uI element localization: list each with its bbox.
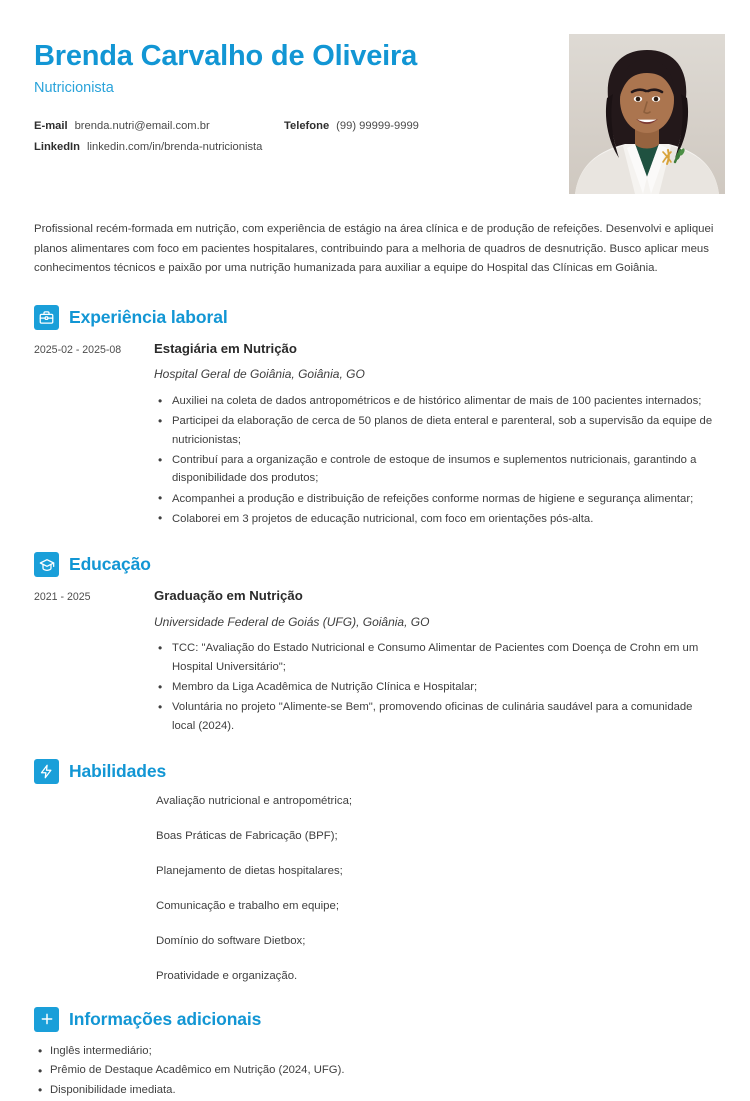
contact-row [34,141,569,153]
contact-value-linkedin[interactable]: linkedin.com/in/brenda-nutricionista [87,141,263,154]
contact-value-phone[interactable]: (99) 99999-9999 [336,120,419,133]
list-item: Proatividade e organização. [156,969,298,982]
experience-entry [34,340,716,530]
header-text-block [34,34,569,162]
graduation-cap-icon [34,552,59,577]
education-degree: Graduação em Nutrição [154,588,303,604]
list-item: Avaliação nutricional e antropométrica; [156,794,353,807]
contact-row [34,120,569,132]
education-dates: 2021 - 2025 [34,591,91,604]
section-title-skills: Habilidades [69,760,167,781]
section-header-skills [34,759,716,784]
list-item: • Participei da elaboração de cerca de 50 planos de dieta enteral e parenteral, sob a supervisão da equipe de nutricionistas; [170,412,716,449]
resume-header [0,0,750,194]
list-item: • Voluntária no projeto "Alimente-se Bem", promovendo oficinas de culinária saudável para a comunidade local (2024). [170,698,716,735]
list-item: • Acompanhei a produção e distribuição de refeições conforme normas de higiene e segurança alimentar; [170,490,716,508]
lightning-bolt-icon [34,759,59,784]
additional-information-list [34,1042,716,1100]
list-item: • Disponibilidade imediata. [50,1081,716,1100]
section-header-experience [34,305,716,330]
contact-email[interactable] [34,120,284,132]
section-education [34,552,716,737]
education-bullets [154,639,716,734]
plus-icon [34,1007,59,1032]
contact-label-phone: Telefone [284,120,330,133]
education-entry [34,587,716,737]
section-skills [34,759,716,985]
section-title-education: Educação [69,554,151,575]
contact-value-email[interactable]: brenda.nutri@email.com.br [74,120,210,133]
experience-dates: 2025-02 - 2025-08 [34,343,122,356]
experience-organization: Hospital Geral de Goiânia, Goiânia, GO [154,367,365,382]
job-title: Nutricionista [34,80,114,97]
experience-role: Estagiária em Nutrição [154,340,297,356]
skills-list [34,794,716,985]
education-body [154,587,716,737]
avatar [569,34,725,194]
experience-body [154,340,716,530]
list-item: • Auxiliei na coleta de dados antropométricos e de histórico alimentar de mais de 100 pacientes internados; [170,392,716,410]
list-item: Boas Práticas de Fabricação (BPF); [156,829,338,842]
list-item: • Prêmio de Destaque Acadêmico em Nutrição (2024, UFG). [50,1061,716,1080]
contact-phone[interactable] [284,120,419,132]
profile-photo-illustration [569,34,725,194]
briefcase-icon [34,305,59,330]
list-item: • Inglês intermediário; [50,1042,716,1061]
contact-label-email: E-mail [34,120,68,133]
experience-bullets [154,392,716,528]
professional-summary: Profissional recém-formada em nutrição, com experiência de estágio na área clínica e de produção de refeições. Desenvolvi e apliquei planos alimentares com foco em pacientes hospitalares, contribuindo para a melhoria de quadros de desnutrição. Busco aplicar meus conhecimentos técnicos e paixão por uma nutrição humanizada para auxiliar a equipe do Hospital das Clínicas em Goiânia. [34,223,714,275]
list-item: • Colaborei em 3 projetos de educação nutricional, com foco em orientações pós-alta. [170,510,716,528]
contact-details [34,120,569,153]
education-institution: Universidade Federal de Goiás (UFG), Goiânia, GO [154,614,430,629]
section-title-experience: Experiência laboral [69,306,228,327]
section-title-additional: Informações adicionais [69,1008,262,1029]
section-header-additional [34,1007,716,1032]
list-item: • Contribuí para a organização e controle de estoque de insumos e suplementos nutricionais, garantindo a disponibilidade dos produtos; [170,451,716,488]
list-item: • TCC: "Avaliação do Estado Nutricional e Consumo Alimentar de Pacientes com Doença de Crohn em um Hospital Universitário"; [170,639,716,676]
list-item: • Membro da Liga Acadêmica de Nutrição Clínica e Hospitalar; [170,678,716,696]
list-item: Planejamento de dietas hospitalares; [156,864,343,877]
section-experience [34,305,716,530]
contact-label-linkedin: LinkedIn [34,141,80,154]
list-item: Comunicação e trabalho em equipe; [156,899,339,912]
list-item: Domínio do software Dietbox; [156,934,306,947]
page-title: Brenda Carvalho de Oliveira [34,40,418,72]
section-additional-information [34,1007,716,1100]
contact-linkedin[interactable] [34,141,284,153]
section-header-education [34,552,716,577]
